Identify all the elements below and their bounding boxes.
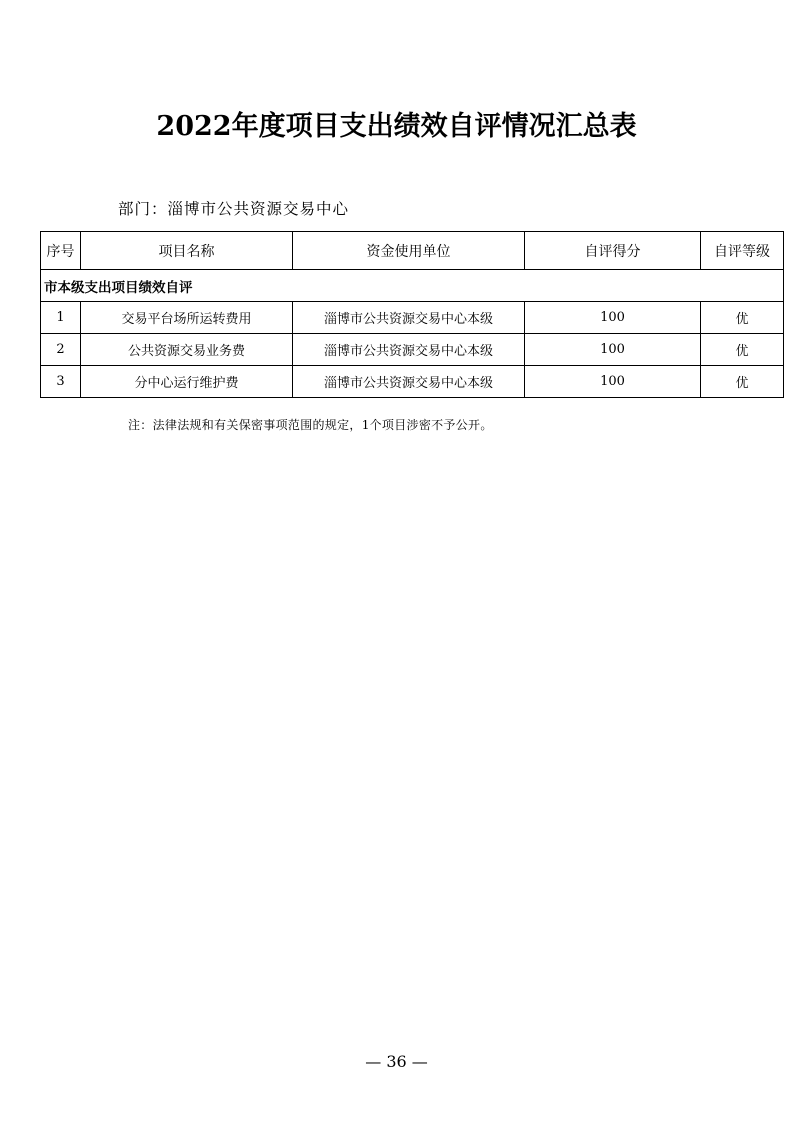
row-score: 100 xyxy=(525,302,701,334)
table-row xyxy=(41,334,784,366)
table-row xyxy=(41,366,784,398)
row-grade: 优 xyxy=(701,302,784,334)
header-project-name: 项目名称 xyxy=(81,232,293,270)
row-index: 3 xyxy=(41,366,81,398)
row-index: 2 xyxy=(41,334,81,366)
row-grade: 优 xyxy=(701,334,784,366)
page-title: 2022年度项目支出绩效自评情况汇总表 xyxy=(156,111,637,142)
row-score: 100 xyxy=(525,366,701,398)
footnote: 注：法律法规和有关保密事项范围的规定，1个项目涉密不予公开。 xyxy=(128,418,493,432)
header-fund-unit: 资金使用单位 xyxy=(293,232,525,270)
table-row xyxy=(41,302,784,334)
header-self-score: 自评得分 xyxy=(525,232,701,270)
page-number: — 36 — xyxy=(365,1052,428,1071)
row-index: 1 xyxy=(41,302,81,334)
row-score: 100 xyxy=(525,334,701,366)
department-label: 部门：淄博市公共资源交易中心 xyxy=(118,200,350,218)
row-project-name: 交易平台场所运转费用 xyxy=(81,302,293,334)
row-project-name: 公共资源交易业务费 xyxy=(81,334,293,366)
row-fund-unit: 淄博市公共资源交易中心本级 xyxy=(293,366,525,398)
section-label: 市本级支出项目绩效自评 xyxy=(41,270,784,302)
row-grade: 优 xyxy=(701,366,784,398)
header-index: 序号 xyxy=(41,232,81,270)
row-fund-unit: 淄博市公共资源交易中心本级 xyxy=(293,302,525,334)
header-self-grade: 自评等级 xyxy=(701,232,784,270)
section-row xyxy=(41,270,784,302)
summary-table xyxy=(40,231,784,398)
table-header-row xyxy=(41,232,784,270)
row-project-name: 分中心运行维护费 xyxy=(81,366,293,398)
row-fund-unit: 淄博市公共资源交易中心本级 xyxy=(293,334,525,366)
